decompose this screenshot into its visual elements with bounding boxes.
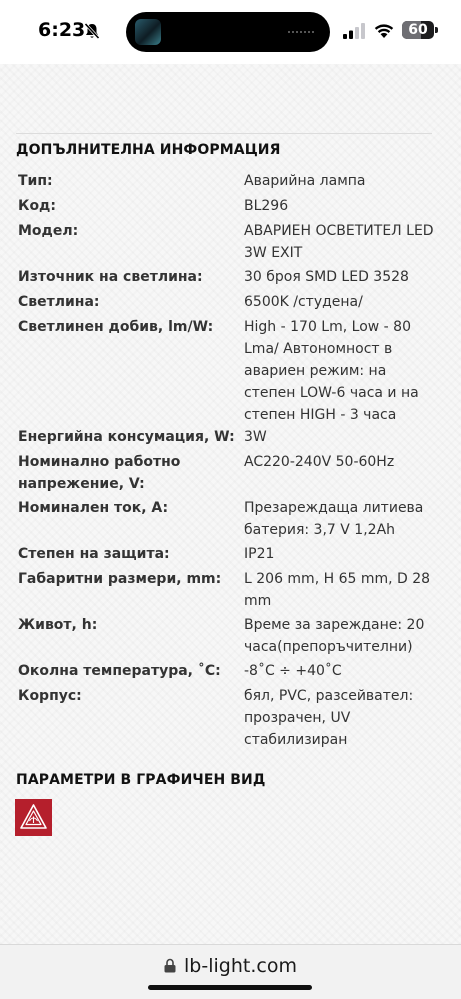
waveform-icon: [288, 29, 314, 35]
wifi-icon: [373, 21, 395, 39]
signal-icon: [343, 23, 365, 39]
spec-value: IP21: [244, 546, 275, 562]
spec-label: Код:: [18, 198, 56, 214]
browser-address-bar[interactable]: [0, 944, 461, 999]
spec-value: Презареждаща литиева батерия: 3,7 V 1,2Ah: [244, 500, 424, 538]
spec-label: Габаритни размери, mm:: [18, 571, 222, 587]
spec-value: Време за зареждане: 20 часа(препоръчителни): [244, 617, 425, 655]
spec-value: 6500K /студена/: [244, 294, 363, 310]
spec-label: Енергийна консумация, W:: [18, 429, 235, 445]
spec-value: 30 броя SMD LED 3528: [244, 269, 409, 285]
spec-value: Аварийна лампа: [244, 173, 366, 189]
spec-label: Тип:: [18, 173, 53, 189]
spec-label: Номинално работно напрежение, V:: [18, 454, 181, 492]
spec-label: Корпус:: [18, 688, 82, 704]
dynamic-island[interactable]: [126, 12, 330, 52]
status-bar: [0, 0, 461, 64]
url-display[interactable]: [0, 955, 461, 977]
home-indicator[interactable]: [148, 985, 312, 990]
spec-label: Живот, h:: [18, 617, 98, 633]
now-playing-thumbnail: [135, 19, 161, 45]
bell-slash-icon: [83, 22, 101, 40]
spec-label: Светлинен добив, lm/W:: [18, 319, 214, 335]
clock: 6:23: [38, 19, 86, 41]
spec-label: Модел:: [18, 223, 79, 239]
spec-label: Степен на защита:: [18, 546, 170, 562]
section-divider: [16, 133, 432, 134]
spec-label: Източник на светлина:: [18, 269, 203, 285]
lock-icon: [164, 958, 176, 973]
spec-value: АВАРИЕН ОСВЕТИТЕЛ LED 3W EXIT: [244, 223, 434, 261]
url-text: lb-light.com: [184, 955, 297, 977]
battery-tip: [435, 27, 438, 33]
spec-value: BL296: [244, 198, 289, 214]
graph-params-title: ПАРАМЕТРИ В ГРАФИЧЕН ВИД: [16, 772, 266, 788]
spec-label: Номинален ток, A:: [18, 500, 169, 516]
page-content: [0, 64, 461, 944]
spec-value: AC220-240V 50-60Hz: [244, 454, 395, 470]
spec-value: 3W: [244, 429, 267, 445]
spec-value: L 206 mm, H 65 mm, D 28 mm: [244, 571, 431, 609]
triangle-symbol: [15, 799, 52, 836]
spec-value: бял, PVC, разсейвател: прозрачен, UV стабилизиран: [244, 688, 414, 748]
spec-value: -8˚C ÷ +40˚C: [244, 663, 342, 679]
battery-level: 60: [408, 22, 428, 38]
fire-safety-triangle-icon[interactable]: [15, 799, 52, 836]
spec-label: Околна температура, ˚C:: [18, 663, 221, 679]
additional-info-title: ДОПЪЛНИТЕЛНА ИНФОРМАЦИЯ: [16, 142, 281, 158]
spec-label: Светлина:: [18, 294, 100, 310]
spec-value: High - 170 Lm, Low - 80 Lma/ Автономност в авариен режим: на степен LOW-6 часа и на степен HIGH - 3 часа: [244, 319, 419, 423]
battery-icon: [402, 21, 434, 39]
